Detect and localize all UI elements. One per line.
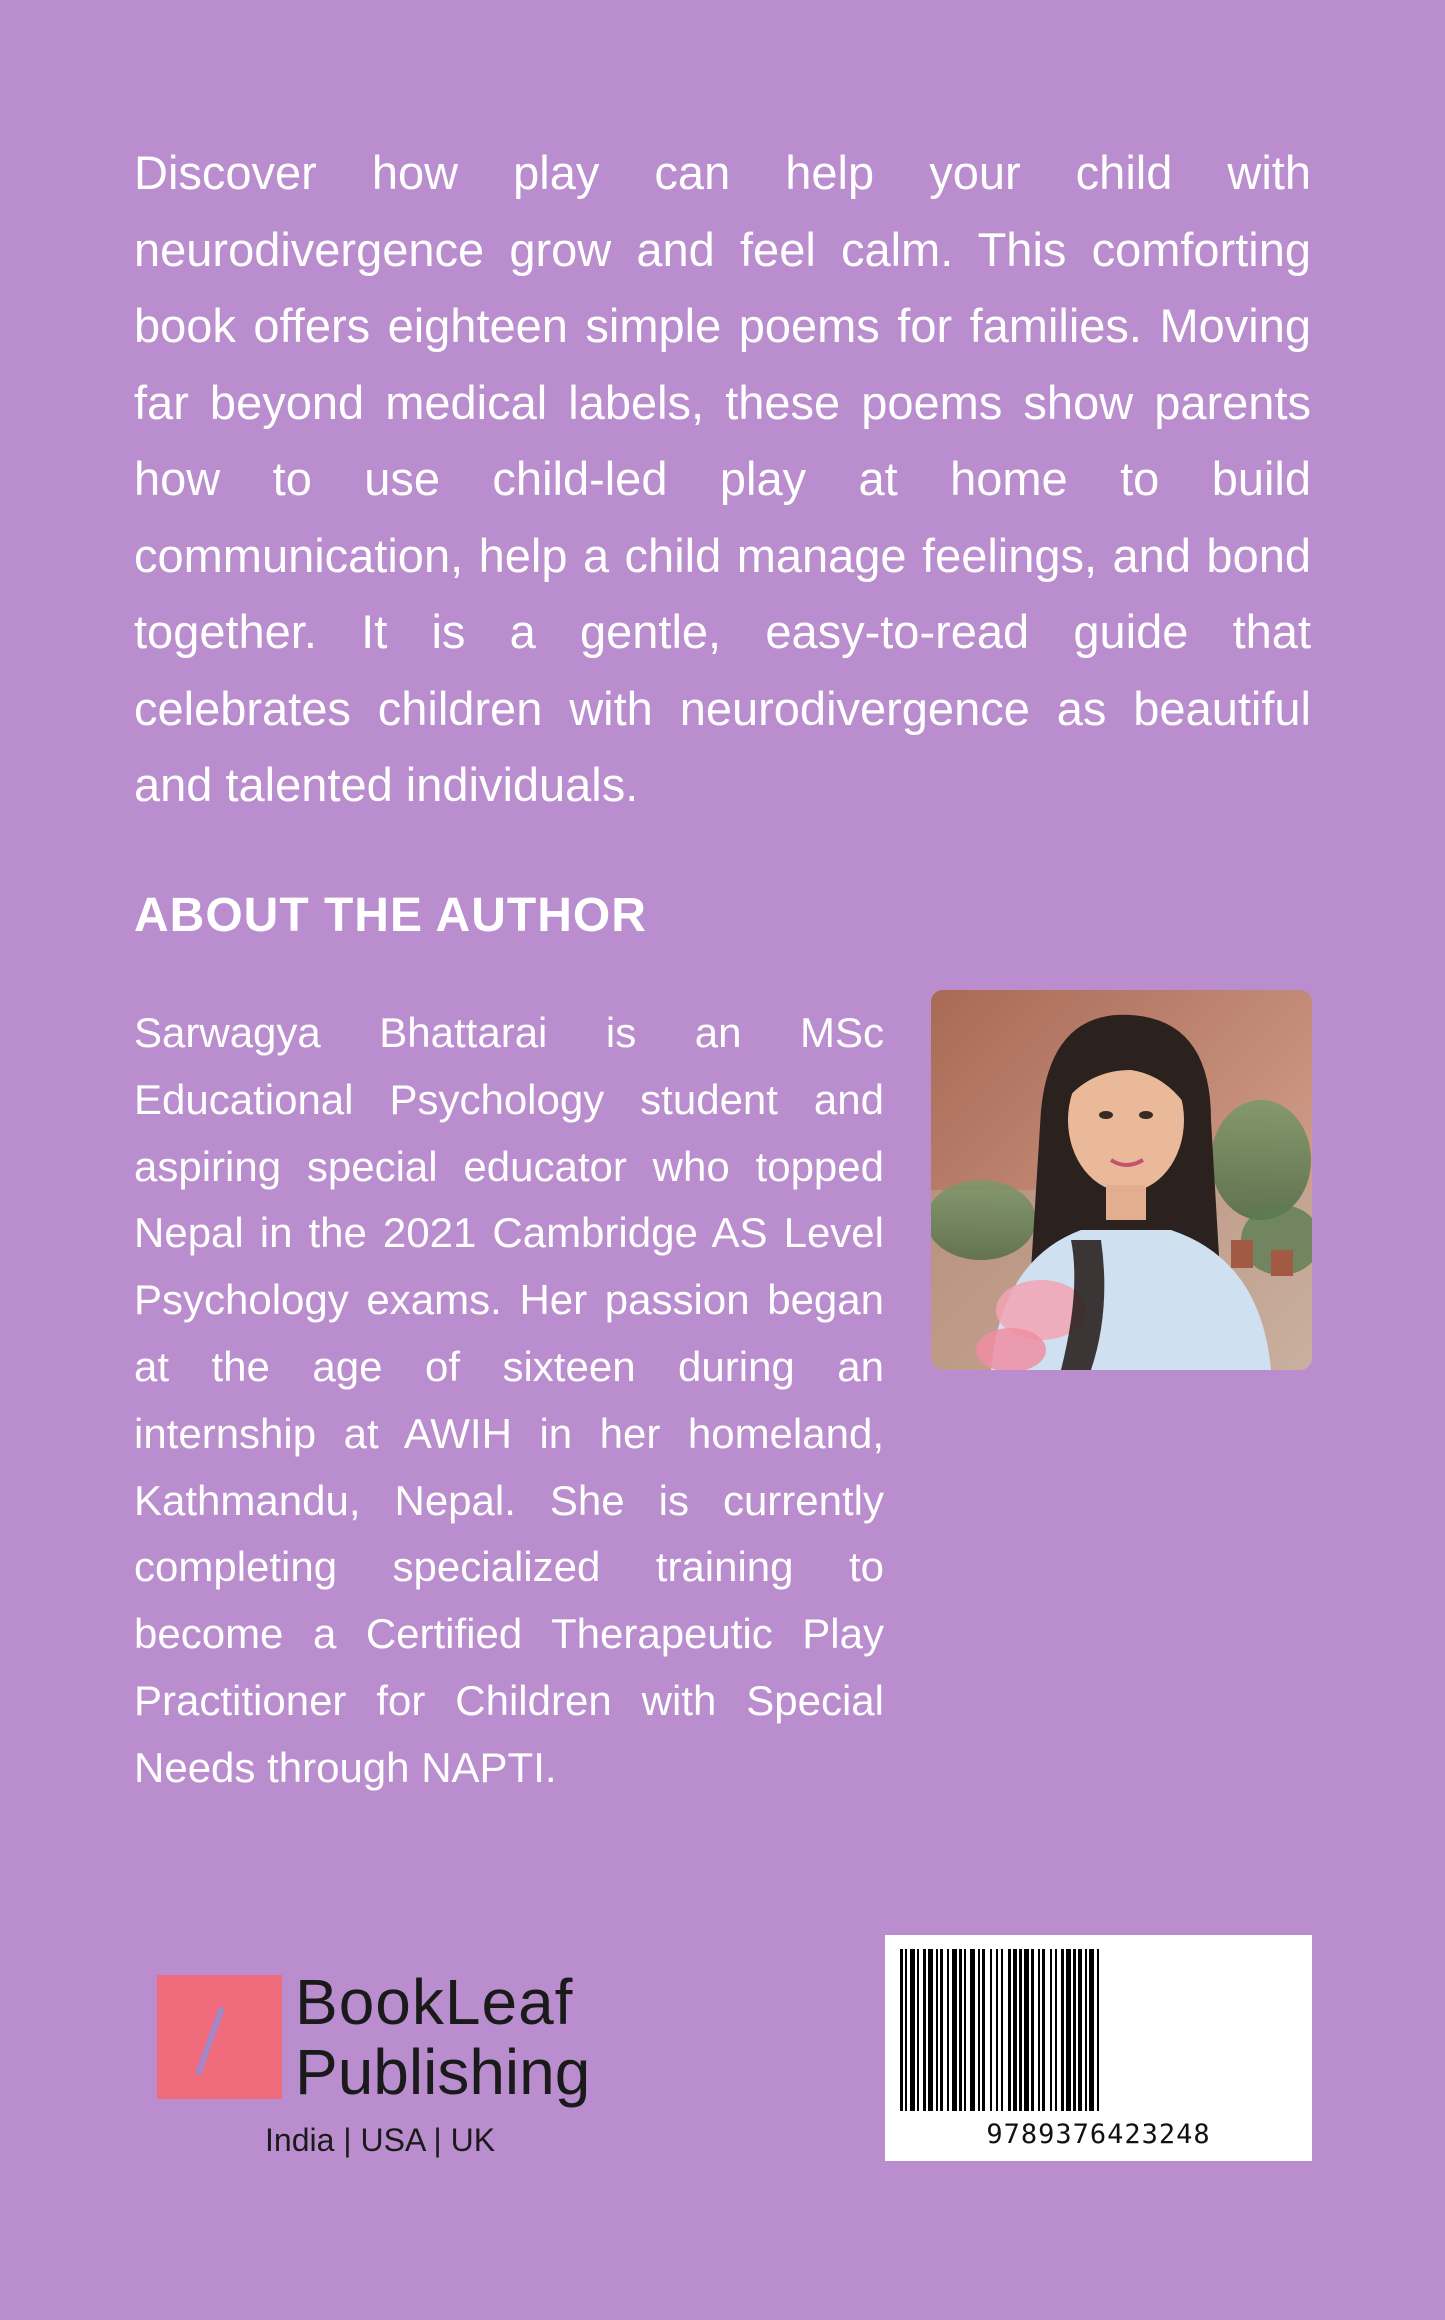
barcode-bar — [910, 1949, 915, 2111]
barcode-bar — [923, 1949, 926, 2111]
barcode-bar — [928, 1949, 933, 2111]
logo-slash-icon — [195, 2006, 225, 2076]
barcode-bar — [964, 1949, 966, 2111]
barcode-bar — [978, 1949, 980, 2111]
barcode-bar — [1042, 1949, 1045, 2111]
isbn-number: 9789376423248 — [986, 2119, 1211, 2150]
barcode-bars — [900, 1949, 1297, 2111]
author-photo — [931, 990, 1312, 1370]
barcode-bar — [982, 1949, 985, 2111]
barcode-bar — [917, 1949, 919, 2111]
publisher-logo — [157, 1966, 617, 2158]
barcode-bar — [1038, 1949, 1040, 2111]
author-bio: Sarwagya Bhattarai is an MSc Educational Psychology student and aspiring special educator who topped Nepal in the 2021 Cambridge AS Level Psychology exams. Her passion began at the age of sixteen during an internship at AWIH in her homeland, Kathmandu, Nepal. She is currently completing specialized training to become a Certified Therapeutic Play Practitioner for Children with Special Needs through NAPTI. — [134, 1009, 884, 1791]
about-author-heading: ABOUT THE AUTHOR — [134, 889, 647, 942]
barcode-bar — [1073, 1949, 1076, 2111]
barcode-bar — [1097, 1949, 1099, 2111]
barcode-bar — [1019, 1949, 1022, 2111]
barcode-bar — [947, 1949, 949, 2111]
barcode-bar — [970, 1949, 975, 2111]
barcode-bar — [959, 1949, 962, 2111]
isbn-barcode — [885, 1935, 1312, 2161]
barcode-bar — [1001, 1949, 1003, 2111]
barcode-bar — [1061, 1949, 1064, 2111]
barcode-bar — [1066, 1949, 1071, 2111]
barcode-bar — [996, 1949, 998, 2111]
book-blurb: Discover how play can help your child with neurodivergence grow and feel calm. This comforting book offers eighteen simple poems for families. Moving far beyond medical labels, these poems show parents how to use child-led play at home to build communication, help a child manage feelings, and bond together. It is a gentle, easy-to-read guide that celebrates children with neurodivergence as beautiful and talented individuals. — [134, 146, 1311, 811]
barcode-bar — [1050, 1949, 1052, 2111]
barcode-bar — [940, 1949, 943, 2111]
barcode-bar — [1024, 1949, 1029, 2111]
barcode-bar — [1078, 1949, 1082, 2111]
barcode-bar — [1089, 1949, 1094, 2111]
barcode-bar — [1013, 1949, 1017, 2111]
barcode-bar — [1055, 1949, 1057, 2111]
barcode-bar — [1008, 1949, 1011, 2111]
barcode-bar — [1031, 1949, 1034, 2111]
barcode-bar — [990, 1949, 992, 2111]
publisher-regions: India | USA | UK — [265, 2122, 496, 2158]
barcode-bar — [905, 1949, 907, 2111]
barcode-bar — [1085, 1949, 1087, 2111]
barcode-bar — [952, 1949, 957, 2111]
bookleaf-logo-mark — [157, 1975, 282, 2099]
barcode-bar — [936, 1949, 938, 2111]
publisher-name-line2: Publishing — [295, 2036, 591, 2108]
barcode-bar — [900, 1949, 903, 2111]
publisher-name-line1: BookLeaf — [295, 1966, 574, 2038]
author-portrait-illustration — [931, 990, 1312, 1370]
